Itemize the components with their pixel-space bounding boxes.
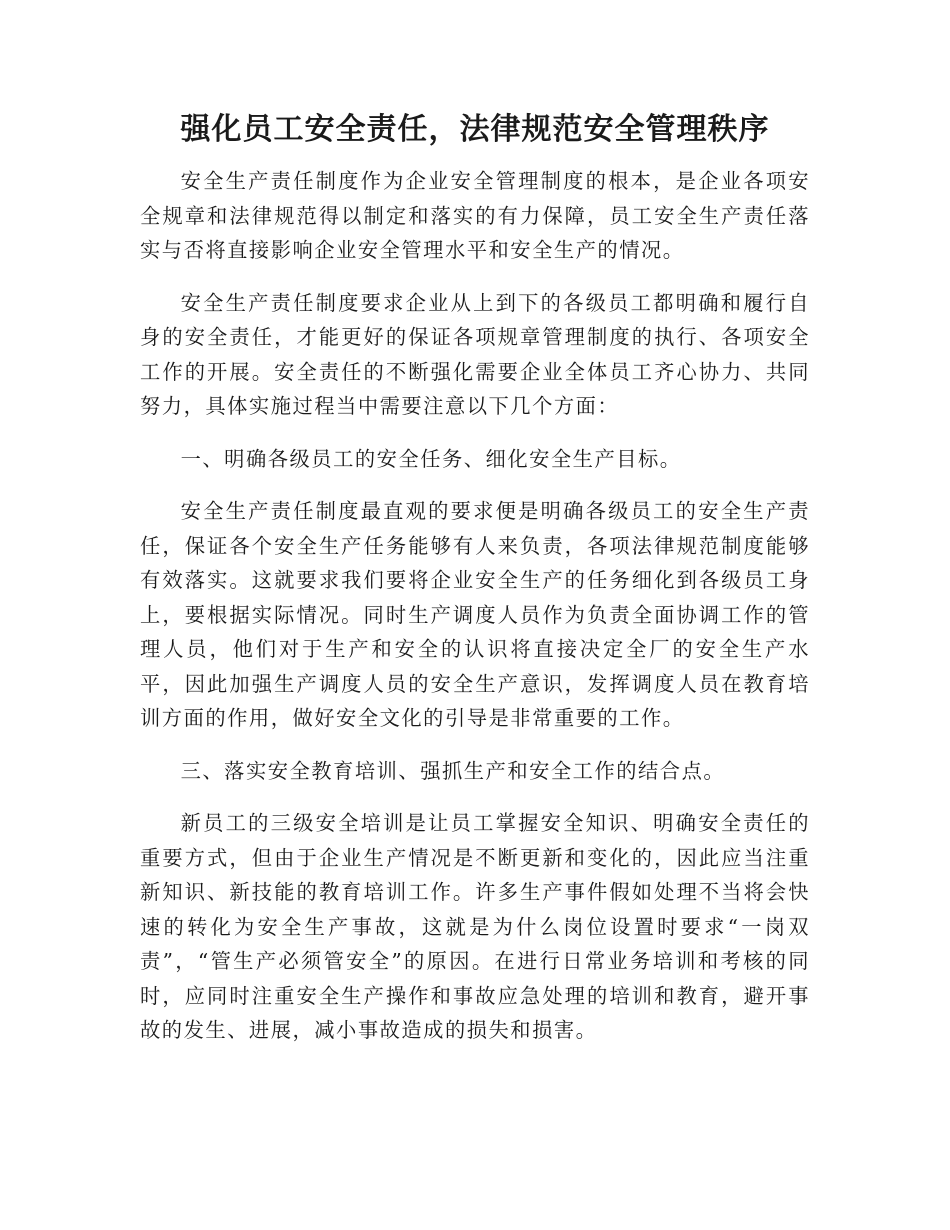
section-heading-3: 三、落实安全教育培训、强抓生产和安全工作的结合点。 — [180, 758, 726, 783]
paragraph-intro: 安全生产责任制度作为企业安全管理制度的根本，是企业各项安全规章和法律规范得以制定和落实的有力保障，员工安全生产责任落实与否将直接影响企业安全管理水平和安全生产的情况。 — [140, 169, 810, 262]
document-title: 强化员工安全责任，法律规范安全管理秩序 — [180, 112, 770, 147]
paragraph-section-1: 安全生产责任制度最直观的要求便是明确各级员工的安全生产责任，保证各个安全生产任务能够有人来负责，各项法律规范制度能够有效落实。这就要求我们要将企业安全生产的任务细化到各级员工身上，要根据实际情况。同时生产调度人员作为负责全面协调工作的管理人员，他们对于生产和安全的认识将直接决定全厂的安全生产水平，因此加强生产调度人员的安全生产意识，发挥调度人员在教育培训方面的作用，做好安全文化的引导是非常重要的工作。 — [140, 499, 810, 730]
paragraph-requirements: 安全生产责任制度要求企业从上到下的各级员工都明确和履行自身的安全责任，才能更好的保证各项规章管理制度的执行、各项安全工作的开展。安全责任的不断强化需要企业全体员工齐心协力、共同努力，具体实施过程当中需要注意以下几个方面： — [140, 290, 810, 418]
paragraph-section-3: 新员工的三级安全培训是让员工掌握安全知识、明确安全责任的重要方式，但由于企业生产情况是不断更新和变化的，因此应当注重新知识、新技能的教育培训工作。许多生产事件假如处理不当将会快速的转化为安全生产事故，这就是为什么岗位设置时要求“一岗双责”，“管生产必须管安全”的原因。在进行日常业务培训和考核的同时，应同时注重安全生产操作和事故应急处理的培训和教育，避开事故的发生、进展，减小事故造成的损失和损害。 — [140, 811, 810, 1042]
section-heading-1: 一、明确各级员工的安全任务、细化安全生产目标。 — [180, 446, 682, 471]
